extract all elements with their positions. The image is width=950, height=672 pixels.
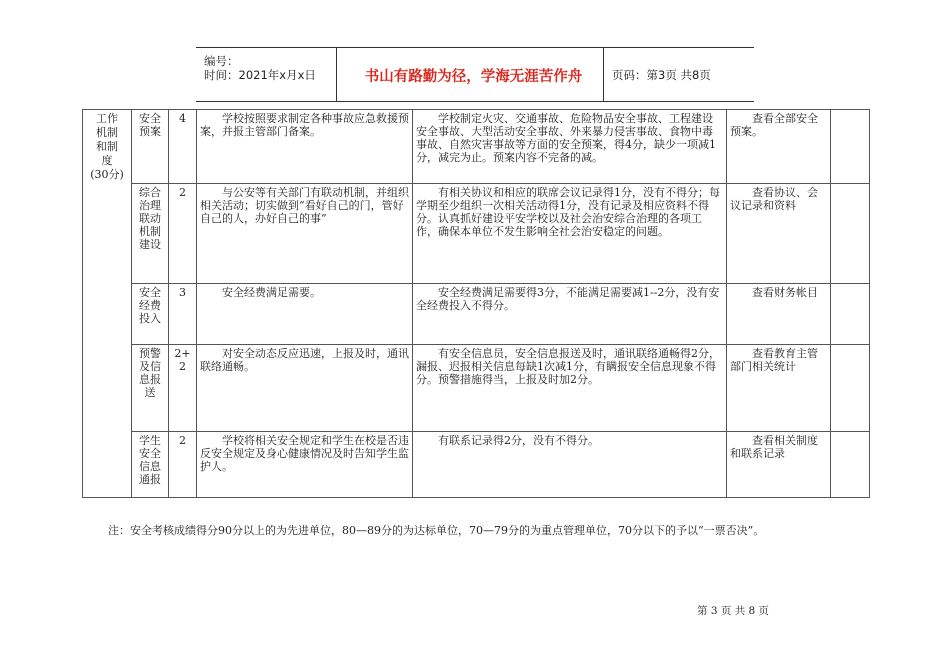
- criteria-cell: 有安全信息员，安全信息报送及时，通讯联络通畅得2分，漏报、迟报相关信息每缺1次减1分，有瞒报安全信息现象不得分。预警措施得当，上报及时加2分。: [413, 345, 727, 432]
- item-cell: 预警 及信 息报 送: [132, 345, 169, 432]
- requirement-cell: 学校按照要求制定各种事故应急救援预案，并报主管部门备案。: [197, 110, 413, 184]
- score-cell: 2: [169, 432, 197, 498]
- score-cell: 2: [169, 184, 197, 284]
- category-cell: 工作 机制 和制 度 (30分): [83, 110, 132, 498]
- header-page-label: 页码：第3页 共8页: [612, 68, 711, 82]
- header-divider: [603, 48, 604, 101]
- method-cell: 查看协议、会议记录和资料: [727, 184, 831, 284]
- criteria-cell: 安全经费满足需要得3分，不能满足需要减1--2分，没有安全经费投入不得分。: [413, 284, 727, 345]
- footnote: 注：安全考核成绩得分90分以上的为先进单位，80—89分的为达标单位，70—79分的为重点管理单位，70分以下的予以“一票否决”。: [108, 524, 765, 537]
- requirement-cell: 与公安等有关部门有联动机制，并组织相关活动；切实做到“看好自己的门，管好自己的人，办好自己的事”: [197, 184, 413, 284]
- header-divider: [336, 48, 337, 101]
- table-row: [83, 345, 870, 432]
- item-cell: 学生 安全 信息 通报: [132, 432, 169, 498]
- blank-cell: [831, 345, 870, 432]
- header-motto: 书山有路勤为径，学海无涯苦作舟: [364, 69, 583, 85]
- method-cell: 查看相关制度和联系记录: [727, 432, 831, 498]
- requirement-cell: 安全经费满足需要。: [197, 284, 413, 345]
- score-cell: 3: [169, 284, 197, 345]
- blank-cell: [831, 184, 870, 284]
- criteria-cell: 有联系记录得2分，没有不得分。: [413, 432, 727, 498]
- page-header: [196, 47, 754, 102]
- requirement-cell: 对安全动态反应迅速，上报及时，通讯联络通畅。: [197, 345, 413, 432]
- method-cell: 查看教育主管部门相关统计: [727, 345, 831, 432]
- method-cell: 查看全部安全预案。: [727, 110, 831, 184]
- page-footer: 第 3 页 共 8 页: [697, 605, 770, 617]
- requirement-cell: 学校将相关安全规定和学生在校是否违反安全规定及身心健康情况及时告知学生监护人。: [197, 432, 413, 498]
- blank-cell: [831, 432, 870, 498]
- item-cell: 安全 预案: [132, 110, 169, 184]
- criteria-cell: 学校制定火灾、交通事故、危险物品安全事故、工程建设安全事故、大型活动安全事故、外来暴力侵害事故、食物中毒事故、自然灾害事故等方面的安全预案，得4分，缺少一项减1分，减完为止。预案内容不完备的减。: [413, 110, 727, 184]
- table-row: [83, 284, 870, 345]
- table-row: [83, 110, 870, 184]
- item-cell: 安全 经费 投入: [132, 284, 169, 345]
- blank-cell: [831, 284, 870, 345]
- table-row: [83, 184, 870, 284]
- table-row: [83, 432, 870, 498]
- blank-cell: [831, 110, 870, 184]
- header-meta: [204, 54, 316, 82]
- method-cell: 查看财务帐目: [727, 284, 831, 345]
- number-label: 编号：: [204, 54, 239, 68]
- score-cell: 2+2: [169, 345, 197, 432]
- score-cell: 4: [169, 110, 197, 184]
- assessment-table: [82, 109, 870, 498]
- time-label: 时间：2021年x月x日: [204, 68, 316, 82]
- item-cell: 综合 治理 联动 机制 建设: [132, 184, 169, 284]
- criteria-cell: 有相关协议和相应的联席会议记录得1分，没有不得分；每学期至少组织一次相关活动得1分，没有记录及相应资料不得分。认真抓好建设平安学校以及社会治安综合治理的各项工作，确保本单位不发生影响全社会治安稳定的问题。: [413, 184, 727, 284]
